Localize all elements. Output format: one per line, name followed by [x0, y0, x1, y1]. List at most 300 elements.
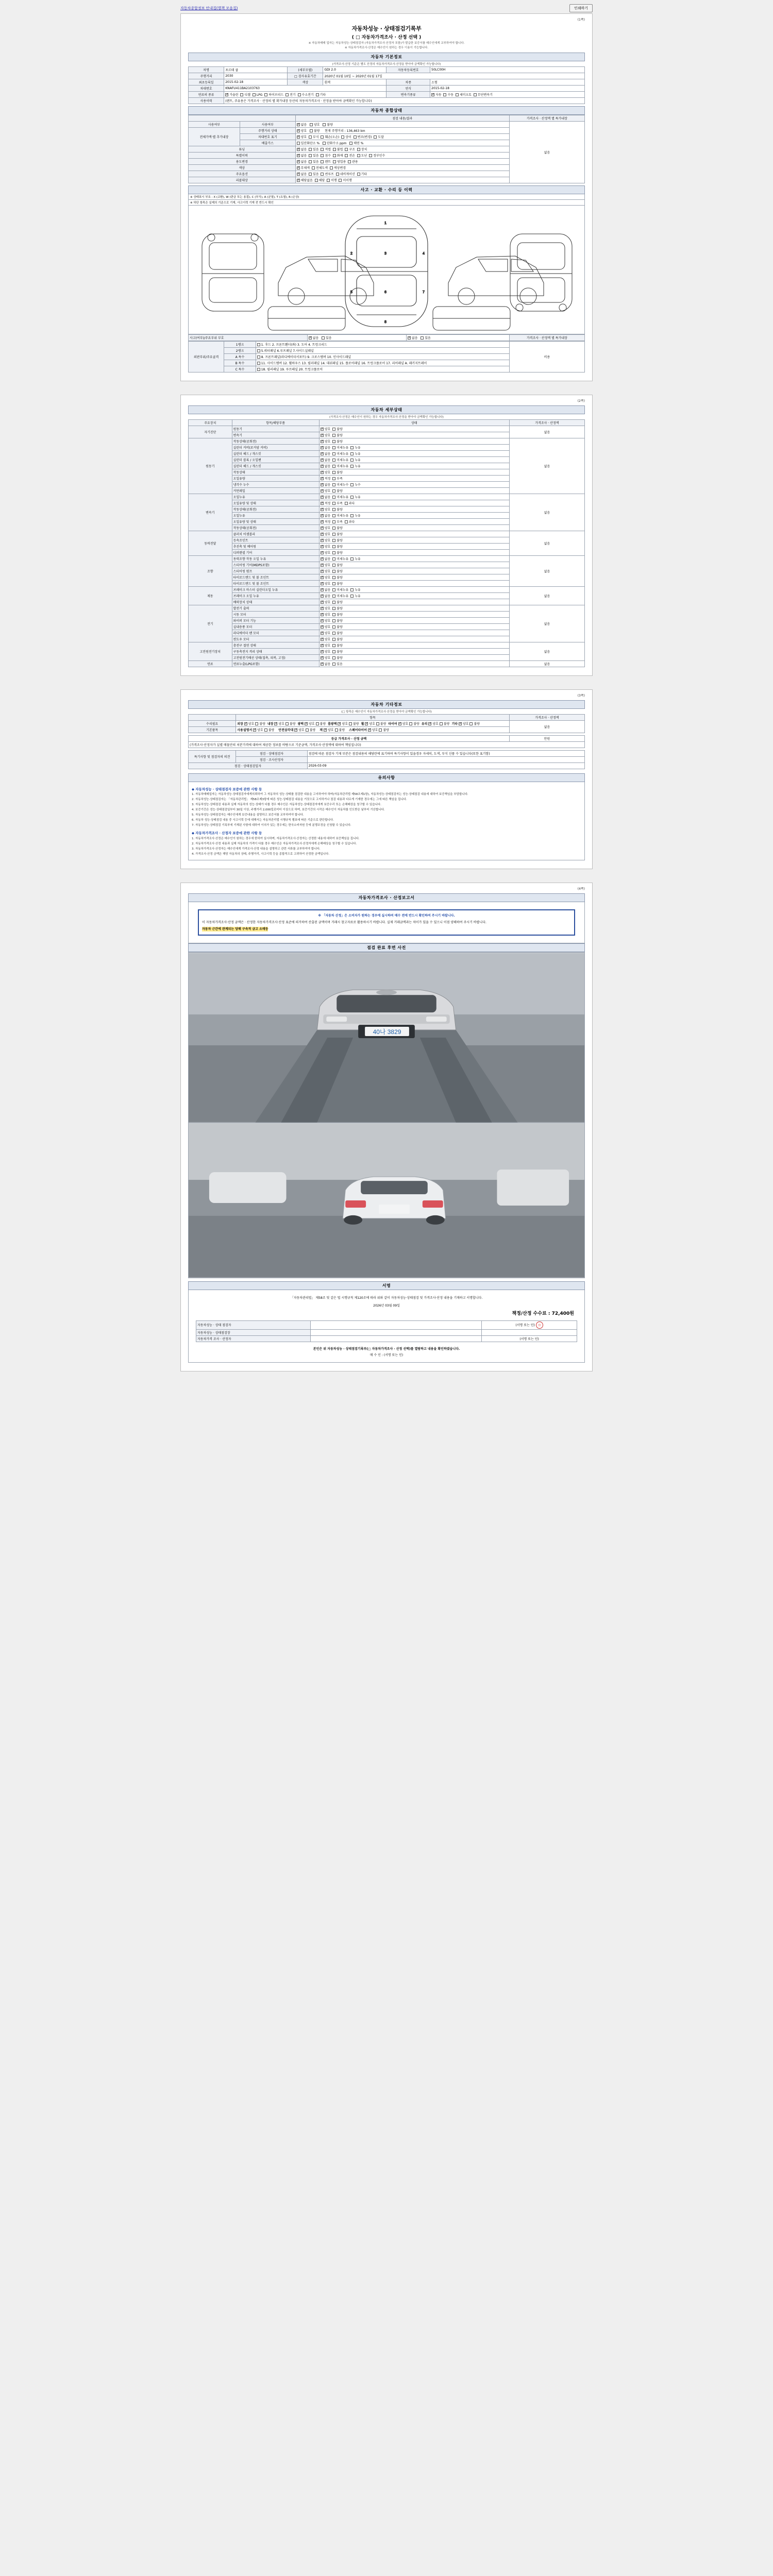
- checkbox-special-1[interactable]: [309, 154, 312, 157]
- checkbox-g6-r5-o0[interactable]: [321, 638, 324, 641]
- photo-section-header: 점검 완료 후면 사진: [188, 943, 585, 952]
- caution-1-5: 6. 자동차 성능·상태점검 내용 중 사고이력 등에 대해서는 자동차관리법 시행규칙 별표에 따른 기준으로 판단합니다.: [192, 819, 334, 822]
- device-group-label: 전기: [189, 605, 232, 642]
- state-option-label: 과다: [348, 520, 355, 524]
- checkbox-g4-r2-o1[interactable]: [332, 570, 335, 573]
- checkbox-special-4[interactable]: [345, 154, 348, 157]
- device-state-options: [319, 451, 509, 457]
- checkbox-usechange-3[interactable]: [333, 160, 336, 163]
- checkbox-repair-1a[interactable]: [274, 722, 277, 725]
- checkbox-g6-r3-o0[interactable]: [321, 625, 324, 629]
- state-option-label: 양호: [324, 489, 331, 493]
- checkbox-g2-r5-o0[interactable]: [321, 527, 324, 530]
- checkbox-emission-1[interactable]: [323, 142, 326, 145]
- device-part-label: 윈도우 모터: [232, 636, 319, 642]
- checkbox-g6-r4-o0[interactable]: [321, 632, 324, 635]
- checkbox-g7-r2-o0[interactable]: [321, 656, 324, 659]
- special-opt-5: 도난: [361, 154, 367, 158]
- section-page3-header: 자동차 기타정보: [188, 700, 585, 709]
- device-group-label: 제동: [189, 587, 232, 605]
- section-accident-header: 사고 · 교환 · 수리 등 이력: [188, 185, 585, 194]
- checkbox-g0-r1-o1[interactable]: [332, 434, 335, 437]
- checkbox-use-2[interactable]: [323, 123, 326, 126]
- sig-row-v-1[interactable]: [310, 1329, 482, 1335]
- rank-label-0: 1랭크: [224, 342, 256, 348]
- checkbox-g6-r1-o0[interactable]: [321, 613, 324, 616]
- checkbox-g2-r2-o0[interactable]: [321, 508, 324, 511]
- checkbox-basic-1a[interactable]: [294, 728, 297, 732]
- checkbox-g2-r0-o2[interactable]: [350, 496, 354, 499]
- special-row-v-1: [307, 757, 584, 763]
- repair-opt-6b: 불량: [443, 722, 450, 726]
- emission-opt-2: 매연 %: [354, 142, 364, 145]
- svg-text:7: 7: [423, 291, 425, 294]
- state-option-label: 양호: [324, 508, 331, 512]
- special-opt-4: 전손: [349, 154, 355, 158]
- checkbox-use-0[interactable]: [297, 123, 300, 126]
- checkbox-tuning-5[interactable]: [357, 148, 360, 151]
- checkbox-g7-r0-o0[interactable]: [321, 644, 324, 647]
- device-part-label: 등속조인트: [232, 537, 319, 544]
- checkbox-g1-r8-o0[interactable]: [321, 489, 324, 493]
- checkbox-repair-3a[interactable]: [338, 722, 341, 725]
- checkbox-basic-0b[interactable]: [264, 728, 267, 732]
- device-part-label: 연료누출(LPG포함): [232, 661, 319, 667]
- recall-opt-0: 해당없음: [300, 179, 313, 182]
- label-use-history: 사용이력: [189, 98, 224, 104]
- device-state-options: [319, 655, 509, 661]
- device-part-label: 오일유량 및 상태: [232, 500, 319, 506]
- checkbox-g5-r1-o0[interactable]: [321, 595, 324, 598]
- th-part: 항목/해당부품: [232, 420, 319, 426]
- checkbox-trans-2[interactable]: [456, 93, 459, 96]
- license-plate-text: 40나 3829: [373, 1028, 401, 1036]
- checkbox-rank-3[interactable]: [257, 362, 260, 365]
- checkbox-usechange-1[interactable]: [309, 160, 312, 163]
- checkbox-g1-r2-o1[interactable]: [332, 452, 335, 455]
- row-sub-mileage: 주행거리 상태: [240, 128, 295, 134]
- th-price2: 가격조사 · 산정액: [509, 420, 584, 426]
- checkbox-g4-r4-o0[interactable]: [321, 582, 324, 585]
- checkbox-g1-r1-o2[interactable]: [350, 446, 354, 449]
- repair-opt-4b: 불량: [380, 722, 386, 726]
- row-opts-emission: [295, 140, 509, 146]
- checkbox-fuel-0[interactable]: [225, 93, 228, 96]
- device-part-label: 실린더 커버(로커암 커버): [232, 445, 319, 451]
- checkbox-g6-r3-o1[interactable]: [332, 625, 335, 629]
- checkbox-g6-r4-o1[interactable]: [332, 632, 335, 635]
- state-option-label: 불량: [337, 576, 343, 580]
- color-opt-2: 색상변경: [333, 166, 346, 170]
- row-opts-mileage: [295, 128, 509, 134]
- special-opt-6: 정부인수: [373, 154, 385, 158]
- checkbox-g0-r0-o0[interactable]: [321, 428, 324, 431]
- special-opt-0: 없음: [300, 154, 307, 158]
- checkbox-g5-r2-o0[interactable]: [321, 601, 324, 604]
- checkbox-g1-r5-o0[interactable]: [321, 471, 324, 474]
- state-option-label: 미세누유: [337, 514, 349, 518]
- checkbox-recall-2[interactable]: [327, 179, 330, 182]
- checkbox-usechange-4[interactable]: [348, 160, 351, 163]
- checkbox-g4-r0-o1[interactable]: [332, 557, 335, 561]
- state-option-label: 불량: [337, 601, 343, 604]
- checkbox-use-1[interactable]: [310, 123, 313, 126]
- checkbox-g4-r0-o2[interactable]: [350, 557, 354, 561]
- checkbox-g3-r1-o0[interactable]: [321, 539, 324, 542]
- basic-opt-1a: 양호: [298, 728, 305, 732]
- checkbox-fuel-2[interactable]: [253, 93, 256, 96]
- checkbox-repair-0b[interactable]: [255, 722, 258, 725]
- checkbox-mileage-1[interactable]: [310, 129, 313, 132]
- checkbox-repair-6b[interactable]: [440, 722, 443, 725]
- checkbox-rank-2[interactable]: [257, 355, 260, 359]
- checkbox-g2-r3-o0[interactable]: [321, 514, 324, 517]
- checkbox-g7-r1-o1[interactable]: [332, 650, 335, 653]
- checkbox-g6-r2-o0[interactable]: [321, 619, 324, 622]
- row-opts-color: [295, 165, 509, 171]
- checkbox-g2-r1-o1[interactable]: [332, 502, 335, 505]
- checkbox-g1-r3-o0[interactable]: [321, 459, 324, 462]
- checkbox-repair-4a[interactable]: [365, 722, 368, 725]
- table-row: [189, 605, 585, 612]
- checkbox-repair-4b[interactable]: [376, 722, 379, 725]
- checkbox-fuel-4[interactable]: [285, 93, 289, 96]
- state-option-label: 없음: [324, 452, 331, 456]
- checkbox-g0-r1-o0[interactable]: [321, 434, 324, 437]
- checkbox-fuel-1[interactable]: [240, 93, 243, 96]
- checkbox-tuning-2[interactable]: [321, 148, 324, 151]
- state-option-label: 양호: [324, 440, 331, 444]
- checkbox-g1-r5-o1[interactable]: [332, 471, 335, 474]
- checkbox-g2-r1-o2[interactable]: [345, 502, 348, 505]
- device-state-options: [319, 661, 509, 667]
- checkbox-special-2[interactable]: [321, 154, 324, 157]
- device-state-options: [319, 494, 509, 500]
- checkbox-rank-1[interactable]: [257, 349, 260, 352]
- checkbox-g5-r0-o1[interactable]: [332, 588, 335, 591]
- state-option-label: 불량: [337, 508, 343, 512]
- checkbox-g1-r1-o0[interactable]: [321, 446, 324, 449]
- checkbox-vinmark-4[interactable]: [354, 135, 357, 139]
- checkbox-tuning-1[interactable]: [309, 148, 312, 151]
- signature-body: [188, 1290, 585, 1363]
- checkbox-g2-r4-o1[interactable]: [332, 520, 335, 523]
- sig-row-v-2[interactable]: [310, 1335, 482, 1342]
- checkbox-tuning-3[interactable]: [333, 148, 336, 151]
- rank-text-3: 11. 사이드멤버 12. 휠하우스 13. 필러패널 14. 대쉬패널 15. 플로어패널 16. 트렁크플로어 17. 리어패널 A. 패키지트레이: [261, 362, 427, 365]
- checkbox-g1-r3-o1[interactable]: [332, 459, 335, 462]
- row-label-special: 특별이력: [189, 152, 296, 159]
- cautions-h1: ◆ 자동차성능 · 상태점검자 보증에 관한 사항 등: [192, 787, 262, 791]
- checkbox-basic-2a[interactable]: [324, 728, 327, 732]
- checkbox-accident-0[interactable]: [309, 336, 312, 340]
- checkbox-g7-r1-o0[interactable]: [321, 650, 324, 653]
- checkbox-g1-r6-o0[interactable]: [321, 477, 324, 480]
- checkbox-g3-r0-o1[interactable]: [332, 533, 335, 536]
- checkbox-g4-r1-o1[interactable]: [332, 564, 335, 567]
- checkbox-fuel-3[interactable]: [264, 93, 267, 96]
- repair-opt-0b: 불량: [259, 722, 265, 726]
- checkbox-vinmark-3[interactable]: [341, 135, 344, 139]
- checkbox-g1-r1-o1[interactable]: [332, 446, 335, 449]
- repair-opt-4a: 양호: [369, 722, 375, 726]
- device-state-options: [319, 432, 509, 438]
- checkbox-color-0[interactable]: [297, 166, 300, 170]
- device-part-label: 브레이크 오일 누유: [232, 593, 319, 599]
- checkbox-color-2[interactable]: [330, 166, 333, 170]
- checkbox-g1-r0-o1[interactable]: [332, 440, 335, 443]
- checkbox-g6-r5-o1[interactable]: [332, 638, 335, 641]
- basic-name-2: 잭: [320, 728, 323, 732]
- checkbox-g1-r7-o1[interactable]: [332, 483, 335, 486]
- repair-name-2: 광택: [297, 722, 304, 726]
- checkbox-g4-r4-o1[interactable]: [332, 582, 335, 585]
- checkbox-basic-0a[interactable]: [253, 728, 256, 732]
- checkbox-g7-r0-o1[interactable]: [332, 644, 335, 647]
- checkbox-g1-r7-o0[interactable]: [321, 483, 324, 486]
- checkbox-g0-r0-o1[interactable]: [332, 428, 335, 431]
- checkbox-emission-0[interactable]: [297, 142, 300, 145]
- inspect-date-label: 점검 · 상태점검일자: [189, 763, 308, 769]
- checkbox-g1-r4-o2[interactable]: [350, 465, 354, 468]
- checkbox-trans-0[interactable]: [431, 93, 434, 96]
- checkbox-repair-1b[interactable]: [285, 722, 289, 725]
- state-option-label: 양호: [324, 625, 331, 629]
- device-state-options: [319, 506, 509, 513]
- checkbox-special-5[interactable]: [357, 154, 360, 157]
- device-state-options: [319, 438, 509, 445]
- device-state-options: [319, 618, 509, 624]
- checkbox-g5-r1-o2[interactable]: [350, 595, 354, 598]
- checkbox-repair-2b[interactable]: [316, 722, 319, 725]
- trans-opt-1: 수동: [447, 93, 454, 97]
- label-vin-no: 차대번호: [189, 86, 224, 92]
- checkbox-g4-r0-o0[interactable]: [321, 557, 324, 561]
- svg-text:2: 2: [350, 252, 352, 256]
- checkbox-g2-r2-o1[interactable]: [332, 508, 335, 511]
- checkbox-options-4[interactable]: [357, 173, 360, 176]
- th-major-device: 주요장치: [189, 420, 232, 426]
- checkbox-g3-r3-o0[interactable]: [321, 551, 324, 554]
- fuel-opt-5: 수소전기: [301, 93, 314, 97]
- state-option-label: 불량: [337, 545, 343, 549]
- checkbox-fuel-6[interactable]: [316, 93, 319, 96]
- checkbox-g5-r2-o1[interactable]: [332, 601, 335, 604]
- checkbox-special-0[interactable]: [297, 154, 300, 157]
- svg-text:5: 5: [350, 291, 352, 294]
- svg-text:1: 1: [384, 222, 386, 225]
- checkbox-recall-0[interactable]: [297, 179, 300, 182]
- fuel-opt-4: 전기: [290, 93, 296, 97]
- caution-1-2: 3. 자동차성능·상태점검 내용과 실제 자동차의 성능·상태가 다를 경우 매수인은 자동차성능·상태점검자에게 보증수리 또는 손해배상을 청구할 수 있습니다.: [192, 803, 381, 807]
- checkbox-g1-r0-o0[interactable]: [321, 440, 324, 443]
- checkbox-options-2[interactable]: [321, 173, 324, 176]
- checkbox-g1-r7-o2[interactable]: [350, 483, 354, 486]
- checkbox-g4-r3-o1[interactable]: [332, 576, 335, 579]
- checkbox-accident-3[interactable]: [421, 336, 424, 340]
- info-link[interactable]: 자동차종합정보 안내집(별책 모음집): [180, 6, 238, 10]
- repair-opt-1a: 양호: [278, 722, 284, 726]
- row-opts-options: [295, 171, 509, 177]
- value-inspection-period: 2020년 01월 10일 ~ 2020년 01월 17일: [323, 73, 585, 79]
- checkbox-g1-r6-o1[interactable]: [332, 477, 335, 480]
- sig-row-v-0[interactable]: [310, 1320, 482, 1329]
- state-option-label: 양호: [324, 632, 331, 635]
- checkbox-fuel-5[interactable]: [298, 93, 301, 96]
- checkbox-g8-r0-o1[interactable]: [332, 663, 335, 666]
- checkbox-g1-r2-o0[interactable]: [321, 452, 324, 455]
- checkbox-g2-r4-o2[interactable]: [345, 520, 348, 523]
- checkbox-basic-3b[interactable]: [379, 728, 382, 732]
- checkbox-color-1[interactable]: [312, 166, 315, 170]
- use-opt-2: 불량: [327, 123, 333, 127]
- checkbox-usechange-2[interactable]: [321, 160, 324, 163]
- checkbox-rank-4[interactable]: [257, 368, 260, 371]
- checkbox-g1-r2-o2[interactable]: [350, 452, 354, 455]
- device-part-label: 냉각수 누수: [232, 482, 319, 488]
- repair-opt-2b: 불량: [320, 722, 326, 726]
- checkbox-g3-r2-o0[interactable]: [321, 545, 324, 548]
- checkbox-g3-r2-o1[interactable]: [332, 545, 335, 548]
- checkbox-g6-r0-o1[interactable]: [332, 607, 335, 610]
- checkbox-options-1[interactable]: [309, 173, 312, 176]
- device-part-label: 타이로드엔드 및 볼 조인트: [232, 574, 319, 581]
- value-mileage: 2030: [224, 73, 288, 79]
- repair-items: [236, 721, 510, 727]
- basic-item-2: [320, 727, 345, 732]
- rank-text-2: 8. 프론트패널(라디에이터서포트) 9. 크로스멤버 10. 인사이드패널: [261, 355, 351, 359]
- state-option-label: 불량: [337, 434, 343, 437]
- trans-opt-0: 자동: [435, 93, 442, 97]
- checkbox-basic-3a[interactable]: [368, 728, 371, 732]
- table-row: [189, 494, 585, 500]
- checkbox-repair-5a[interactable]: [398, 722, 401, 725]
- device-part-label: 구동축전지 격리 상태: [232, 649, 319, 655]
- vinmark-opt-2: 훼손(오손): [325, 135, 340, 139]
- table-row: [189, 556, 585, 562]
- checkbox-g2-r3-o2[interactable]: [350, 514, 354, 517]
- checkbox-special-3[interactable]: [333, 154, 336, 157]
- checkbox-g2-r0-o0[interactable]: [321, 496, 324, 499]
- checkbox-repair-6a[interactable]: [428, 722, 431, 725]
- checkbox-g7-r2-o1[interactable]: [332, 656, 335, 659]
- fee-label: 책정/산정 수수료 : 72,400원: [512, 1311, 574, 1316]
- checkbox-recall-3[interactable]: [339, 179, 342, 182]
- checkbox-repair-2a[interactable]: [305, 722, 308, 725]
- checkbox-g5-r0-o0[interactable]: [321, 588, 324, 591]
- checkbox-g2-r1-o0[interactable]: [321, 502, 324, 505]
- state-option-label: 양호: [324, 428, 331, 431]
- device-part-label: 배력장치 상태: [232, 599, 319, 605]
- basic-opt-0a: 양호: [257, 728, 263, 732]
- tuning-opt-0: 없음: [300, 148, 307, 151]
- device-state-options: [319, 574, 509, 581]
- device-state-options: [319, 587, 509, 593]
- checkbox-vinmark-2[interactable]: [321, 135, 324, 139]
- usechange-opt-1: 있음: [313, 160, 319, 164]
- checkbox-special-6[interactable]: [369, 154, 372, 157]
- vinmark-opt-5: 도말: [378, 135, 384, 139]
- device-part-label: 오일누유: [232, 494, 319, 500]
- checkbox-repair-7a[interactable]: [459, 722, 462, 725]
- print-button[interactable]: 인쇄하기: [569, 4, 593, 12]
- checkbox-g4-r1-o0[interactable]: [321, 564, 324, 567]
- state-option-label: 적정: [324, 477, 331, 481]
- checkbox-g5-r0-o2[interactable]: [350, 588, 354, 591]
- checkbox-options-3[interactable]: [336, 173, 339, 176]
- checkbox-g4-r3-o0[interactable]: [321, 576, 324, 579]
- checkbox-rank-0[interactable]: [257, 343, 260, 346]
- rank-items-3: [256, 360, 509, 366]
- checkbox-g1-r4-o1[interactable]: [332, 465, 335, 468]
- checkbox-g1-r8-o1[interactable]: [332, 489, 335, 493]
- checkbox-tuning-4[interactable]: [345, 148, 348, 151]
- row-label-tuning: 튜닝: [189, 146, 296, 152]
- checkbox-g6-r0-o0[interactable]: [321, 607, 324, 610]
- vinmark-opt-1: 부식: [313, 135, 319, 139]
- basic-opt-0b: 불량: [268, 728, 275, 732]
- checkbox-g1-r3-o2[interactable]: [350, 459, 354, 462]
- device-part-label: 실린더 헤드 / 개스킷: [232, 463, 319, 469]
- checkbox-g5-r1-o1[interactable]: [332, 595, 335, 598]
- checkbox-recall-1[interactable]: [315, 179, 318, 182]
- checkbox-vinmark-0[interactable]: [297, 135, 300, 139]
- checkbox-mileage-0[interactable]: [297, 129, 300, 132]
- checkbox-g3-r3-o1[interactable]: [332, 551, 335, 554]
- checkbox-usechange-0[interactable]: [297, 160, 300, 163]
- checkbox-g3-r1-o1[interactable]: [332, 539, 335, 542]
- signature-note: 「자동차관리법」 제58조 및 같은 법 시행규칙 제120조에 따라 위와 같이 자동차성능·상태점검 및 가격조사·산정 내용을 기재하고 서명합니다.: [290, 1296, 483, 1300]
- checkbox-g2-r5-o1[interactable]: [332, 527, 335, 530]
- checkbox-vinmark-5[interactable]: [374, 135, 377, 139]
- page-number-3: (3쪽): [577, 694, 585, 698]
- checkbox-g2-r4-o0[interactable]: [321, 520, 324, 523]
- checkbox-trans-1[interactable]: [443, 93, 446, 96]
- basic-opt-2a: 양호: [328, 728, 334, 732]
- accident-opt-3: 있음: [425, 336, 431, 340]
- state-option-label: 양호: [324, 613, 331, 617]
- checkbox-g3-r0-o0[interactable]: [321, 533, 324, 536]
- checkbox-repair-5b[interactable]: [409, 722, 412, 725]
- accident-opt-2: 없음: [411, 336, 418, 340]
- device-state-options: [319, 463, 509, 469]
- checkbox-repair-3b[interactable]: [349, 722, 352, 725]
- checkbox-tuning-0[interactable]: [297, 148, 300, 151]
- checkbox-trans-3[interactable]: [474, 93, 477, 96]
- checkbox-repair-7b[interactable]: [469, 722, 473, 725]
- checkbox-g1-r4-o0[interactable]: [321, 465, 324, 468]
- checkbox-g2-r0-o1[interactable]: [332, 496, 335, 499]
- checkbox-repair-0a[interactable]: [244, 722, 247, 725]
- checkbox-basic-2b[interactable]: [335, 728, 338, 732]
- caution-1-0: 1. 자동차매매업자는 자동차성능·상태점검자에게의뢰하여 그 자동차의 성능·상태를 점검한 내용을 고지하여야 하며(자동차관리법 제58조제1항), 자동차성능·상태점검자는 성능·상태점검 내용에 대하여 보증책임을 부담합니다.: [192, 793, 468, 796]
- checkbox-g6-r1-o1[interactable]: [332, 613, 335, 616]
- doc-note-2: ※ 자동차가격조사·산정은 매수인이 원하는 경우 이용이 가능합니다.: [344, 46, 429, 49]
- device-price: 없음: [509, 605, 584, 642]
- checkbox-accident-1[interactable]: [322, 336, 325, 340]
- checkbox-g4-r2-o0[interactable]: [321, 570, 324, 573]
- device-state-options: [319, 426, 509, 432]
- checkbox-emission-2[interactable]: [349, 142, 352, 145]
- checkbox-options-0[interactable]: [297, 173, 300, 176]
- checkbox-g6-r2-o1[interactable]: [332, 619, 335, 622]
- checkbox-g8-r0-o0[interactable]: [321, 663, 324, 666]
- checkbox-g2-r3-o1[interactable]: [332, 514, 335, 517]
- checkbox-vinmark-1[interactable]: [309, 135, 312, 139]
- checkbox-accident-2[interactable]: [408, 336, 411, 340]
- checkbox-basic-1b[interactable]: [306, 728, 309, 732]
- page-number-4: (4쪽): [577, 887, 585, 891]
